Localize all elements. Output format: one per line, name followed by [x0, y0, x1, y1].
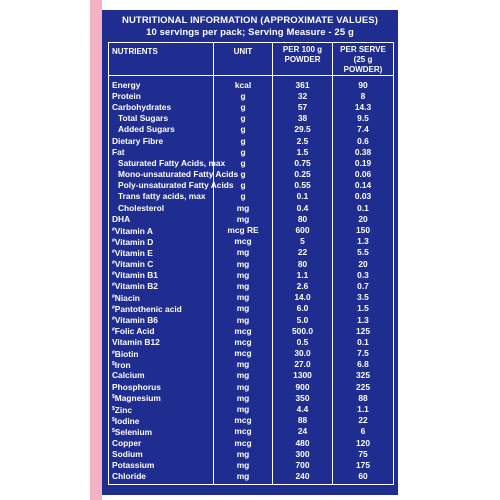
nutrient-label: Total Sugars: [118, 113, 169, 124]
value-per-serve: 120: [333, 437, 394, 448]
nutrient-unit: g: [214, 101, 273, 112]
table-row: [109, 90, 394, 101]
value-per-100g: 240: [273, 471, 333, 485]
nutrient-name: [109, 269, 214, 280]
value-per-serve: 0.38: [333, 146, 394, 157]
nutrient-label: DHA: [112, 213, 131, 224]
nutrient-label: Calcium: [112, 370, 145, 381]
value-per-100g: 480: [273, 437, 333, 448]
nutrient-name: [109, 370, 214, 381]
value-per-serve: 325: [333, 370, 394, 381]
value-per-serve: 75: [333, 448, 394, 459]
footnote-mark: $: [112, 405, 115, 412]
value-per-serve: 1.1: [333, 403, 394, 414]
col-header-nutrients: NUTRIENTS: [109, 43, 214, 76]
nutrient-unit: mg: [214, 269, 273, 280]
value-per-100g: 30.0: [273, 348, 333, 359]
nutrient-label: Vitamin B1: [114, 270, 158, 281]
value-per-serve: 1.3: [333, 314, 394, 325]
background-right: [398, 0, 500, 500]
nutrient-name: [109, 280, 214, 291]
value-per-100g: 24: [273, 426, 333, 437]
nutrient-label: Potassium: [112, 459, 155, 470]
value-per-100g: 2.5: [273, 135, 333, 146]
value-per-serve: 0.3: [333, 269, 394, 280]
nutrient-label: Vitamin B6: [114, 315, 158, 326]
value-per-100g: 700: [273, 459, 333, 470]
value-per-serve: 0.7: [333, 280, 394, 291]
table-row: [109, 392, 394, 403]
value-per-serve: 225: [333, 381, 394, 392]
value-per-100g: 27.0: [273, 359, 333, 370]
nutrient-unit: mcg RE: [214, 224, 273, 235]
table-row: [109, 336, 394, 347]
footnote-mark: #: [112, 316, 115, 323]
nutrient-name: [109, 314, 214, 325]
value-per-serve: 20: [333, 258, 394, 269]
table-row: [109, 146, 394, 157]
table-row: [109, 314, 394, 325]
nutrient-label: Mono-unsaturated Fatty Acids: [118, 169, 239, 180]
value-per-100g: 0.55: [273, 180, 333, 191]
value-per-serve: 125: [333, 325, 394, 336]
nutrient-unit: g: [214, 135, 273, 146]
table-row: [109, 448, 394, 459]
nutrient-name: [109, 213, 214, 224]
nutrient-unit: mg: [214, 359, 273, 370]
table-row: [109, 169, 394, 180]
table-row: [109, 76, 394, 91]
nutrient-name: [109, 303, 214, 314]
footnote-mark: $: [112, 427, 115, 434]
nutrient-name: [109, 415, 214, 426]
value-per-100g: 900: [273, 381, 333, 392]
table-row: [109, 224, 394, 235]
value-per-100g: 4.4: [273, 403, 333, 414]
nutrient-label: Niacin: [114, 292, 140, 303]
footnote-mark: $: [112, 394, 115, 401]
nutrient-unit: mg: [214, 381, 273, 392]
value-per-100g: 350: [273, 392, 333, 403]
nutrient-label: Vitamin E: [114, 247, 153, 258]
value-per-serve: 90: [333, 76, 394, 91]
nutrient-unit: mg: [214, 213, 273, 224]
value-per-serve: 1.3: [333, 236, 394, 247]
table-row: [109, 415, 394, 426]
nutrient-label: Fat: [112, 146, 125, 157]
table-row: [109, 258, 394, 269]
nutrient-name: [109, 180, 234, 191]
value-per-serve: 9.5: [333, 113, 394, 124]
value-per-serve: 60: [333, 471, 394, 485]
nutrition-table: [108, 42, 394, 485]
nutrient-name: [109, 448, 214, 459]
value-per-serve: 8: [333, 90, 394, 101]
nutrient-name: [109, 191, 214, 202]
value-per-serve: 5.5: [333, 247, 394, 258]
nutrient-unit: mcg: [214, 236, 273, 247]
nutrient-label: Vitamin B2: [114, 281, 158, 292]
nutrient-unit: mg: [214, 471, 273, 485]
table-row: [109, 359, 394, 370]
nutrient-unit: mg: [214, 292, 273, 303]
value-per-100g: 29.5: [273, 124, 333, 135]
nutrition-panel: [102, 10, 398, 495]
nutrient-unit: mcg: [214, 348, 273, 359]
table-row: [109, 403, 394, 414]
footnote-mark: #: [112, 271, 115, 278]
pink-accent-strip: [90, 0, 102, 500]
nutrient-label: Sodium: [112, 448, 143, 459]
value-per-serve: 1.5: [333, 303, 394, 314]
value-per-serve: 20: [333, 213, 394, 224]
nutrient-unit: mcg: [214, 415, 273, 426]
nutrient-unit: mg: [214, 392, 273, 403]
value-per-100g: 0.75: [273, 157, 333, 168]
table-row: [109, 157, 394, 168]
table-body: [109, 76, 394, 485]
value-per-serve: 0.03: [333, 191, 394, 202]
table-row: [109, 191, 394, 202]
footnote-mark: #: [112, 226, 115, 233]
value-per-100g: 2.6: [273, 280, 333, 291]
table-row: [109, 202, 394, 213]
nutrient-unit: mg: [214, 314, 273, 325]
value-per-100g: 80: [273, 258, 333, 269]
value-per-100g: 0.4: [273, 202, 333, 213]
value-per-100g: 361: [273, 76, 333, 91]
value-per-serve: 150: [333, 224, 394, 235]
value-per-100g: 0.25: [273, 169, 333, 180]
value-per-serve: 14.3: [333, 101, 394, 112]
nutrient-unit: g: [214, 191, 273, 202]
table-row: [109, 113, 394, 124]
value-per-100g: 0.1: [273, 191, 333, 202]
footnote-mark: #: [112, 327, 115, 334]
nutrient-name: [109, 471, 214, 485]
value-per-serve: 0.06: [333, 169, 394, 180]
table-header-row: [109, 43, 394, 76]
table-row: [109, 370, 394, 381]
nutrient-name: [109, 224, 214, 235]
nutrient-label: Dietary Fibre: [112, 135, 164, 146]
footnote-mark: #: [112, 349, 115, 356]
footnote-mark: $: [112, 416, 115, 423]
table-row: [109, 247, 394, 258]
nutrient-label: Pantothenic acid: [114, 303, 182, 314]
nutrient-unit: mg: [214, 403, 273, 414]
table-row: [109, 124, 394, 135]
value-per-100g: 57: [273, 101, 333, 112]
nutrient-label: Poly-unsaturated Fatty Acids: [118, 180, 234, 191]
table-row: [109, 280, 394, 291]
nutrient-name: [109, 202, 214, 213]
nutrient-label: Zinc: [114, 404, 132, 415]
footnote-mark: #: [112, 304, 115, 311]
nutrient-unit: kcal: [214, 76, 273, 91]
nutrient-name: [109, 403, 214, 414]
panel-subtitle: 10 servings per pack; Serving Measure - 25 g: [146, 27, 354, 38]
value-per-100g: 1300: [273, 370, 333, 381]
value-per-100g: 32: [273, 90, 333, 101]
nutrient-label: Vitamin A: [114, 225, 153, 236]
panel-title: NUTRITIONAL INFORMATION (APPROXIMATE VALUES): [122, 15, 378, 26]
value-per-100g: 0.5: [273, 336, 333, 347]
nutrient-label: Cholesterol: [118, 202, 165, 213]
nutrient-name: [109, 247, 214, 258]
value-per-serve: 7.5: [333, 348, 394, 359]
value-per-100g: 500.0: [273, 325, 333, 336]
value-per-100g: 6.0: [273, 303, 333, 314]
nutrient-unit: mcg: [214, 437, 273, 448]
nutrient-unit: mg: [214, 459, 273, 470]
nutrient-unit: g: [214, 90, 273, 101]
table-row: [109, 437, 394, 448]
value-per-100g: 300: [273, 448, 333, 459]
nutrient-label: Energy: [112, 79, 141, 90]
nutrient-name: [109, 113, 214, 124]
value-per-serve: 6: [333, 426, 394, 437]
table-row: [109, 292, 394, 303]
col-header-per-100g: PER 100 g POWDER: [273, 43, 333, 76]
nutrient-label: Saturated Fatty Acids, max: [118, 157, 226, 168]
table-row: [109, 471, 394, 485]
value-per-100g: 88: [273, 415, 333, 426]
value-per-100g: 1.1: [273, 269, 333, 280]
nutrient-label: Vitamin D: [114, 236, 154, 247]
nutrient-label: Biotin: [114, 348, 139, 359]
nutrient-name: [109, 437, 214, 448]
nutrient-label: Magnesium: [114, 393, 161, 404]
value-per-100g: 38: [273, 113, 333, 124]
nutrient-name: [109, 348, 214, 359]
value-per-serve: 0.1: [333, 336, 394, 347]
nutrient-label: Added Sugars: [118, 124, 175, 135]
nutrient-name: [109, 146, 214, 157]
nutrient-name: [109, 325, 214, 336]
value-per-100g: 600: [273, 224, 333, 235]
nutrient-unit: mg: [214, 370, 273, 381]
footnote-mark: #: [112, 260, 115, 267]
nutrient-label: Iodine: [114, 415, 140, 426]
table-row: [109, 213, 394, 224]
nutrient-unit: mcg: [214, 336, 273, 347]
nutrient-label: Iron: [114, 359, 131, 370]
footnote-mark: #: [112, 282, 115, 289]
nutrient-label: Vitamin C: [114, 259, 154, 270]
nutrient-unit: g: [214, 113, 273, 124]
nutrient-name: [109, 392, 214, 403]
value-per-serve: 3.5: [333, 292, 394, 303]
nutrient-name: [109, 236, 214, 247]
value-per-serve: 0.14: [333, 180, 394, 191]
value-per-100g: 5: [273, 236, 333, 247]
panel-header: [102, 10, 398, 39]
table-row: [109, 325, 394, 336]
table-row: [109, 381, 394, 392]
footnote-mark: #: [112, 248, 115, 255]
footnote-mark: #: [112, 293, 115, 300]
nutrient-unit: g: [214, 157, 273, 168]
nutrient-name: [109, 292, 214, 303]
nutrient-label: Copper: [112, 437, 142, 448]
nutrient-name: [109, 359, 214, 370]
nutrient-name: [109, 381, 214, 392]
nutrient-label: Protein: [112, 90, 141, 101]
nutrient-name: [109, 459, 214, 470]
nutrient-name: [109, 426, 214, 437]
table-row: [109, 135, 394, 146]
value-per-100g: 5.0: [273, 314, 333, 325]
value-per-serve: 0.6: [333, 135, 394, 146]
nutrient-name: [109, 157, 226, 168]
value-per-serve: 88: [333, 392, 394, 403]
table-row: [109, 269, 394, 280]
value-per-serve: 22: [333, 415, 394, 426]
nutrient-label: Vitamin B12: [112, 336, 160, 347]
nutrient-unit: g: [214, 180, 273, 191]
nutrient-name: [109, 258, 214, 269]
col-header-unit: UNIT: [214, 43, 273, 76]
col-header-per-serve: PER SERVE (25 g POWDER): [333, 43, 394, 76]
value-per-serve: 175: [333, 459, 394, 470]
footnote-mark: #: [112, 237, 115, 244]
table-row: [109, 348, 394, 359]
nutrient-name: [109, 101, 214, 112]
nutrient-unit: mg: [214, 258, 273, 269]
nutrient-label: Carbohydrates: [112, 101, 172, 112]
value-per-serve: 0.1: [333, 202, 394, 213]
nutrient-unit: g: [214, 146, 273, 157]
table-row: [109, 101, 394, 112]
nutrient-unit: g: [214, 124, 273, 135]
table-row: [109, 236, 394, 247]
nutrient-unit: g: [214, 169, 273, 180]
nutrient-label: Phosphorus: [112, 381, 161, 392]
nutrient-label: Chloride: [112, 471, 146, 482]
nutrient-unit: mcg: [214, 325, 273, 336]
nutrient-unit: mg: [214, 280, 273, 291]
nutrient-unit: mg: [214, 202, 273, 213]
nutrient-name: [109, 90, 214, 101]
table-row: [109, 426, 394, 437]
value-per-100g: 14.0: [273, 292, 333, 303]
nutrient-unit: mg: [214, 303, 273, 314]
value-per-serve: 0.19: [333, 157, 394, 168]
footnote-mark: $: [112, 360, 115, 367]
nutrient-label: Selenium: [114, 426, 153, 437]
value-per-serve: 7.4: [333, 124, 394, 135]
nutrient-unit: mg: [214, 448, 273, 459]
nutrient-unit: mg: [214, 247, 273, 258]
nutrient-name: [109, 124, 214, 135]
value-per-100g: 1.5: [273, 146, 333, 157]
value-per-serve: 6.8: [333, 359, 394, 370]
value-per-100g: 80: [273, 213, 333, 224]
value-per-100g: 22: [273, 247, 333, 258]
nutrient-label: Folic Acid: [114, 326, 155, 337]
nutrient-unit: mcg: [214, 426, 273, 437]
nutrient-name: [109, 169, 239, 180]
nutrient-name: [109, 336, 214, 347]
nutrient-name: [109, 135, 214, 146]
nutrient-label: Trans fatty acids, max: [118, 191, 206, 202]
table-row: [109, 303, 394, 314]
table-row: [109, 180, 394, 191]
table-row: [109, 459, 394, 470]
nutrient-name: [109, 76, 214, 91]
